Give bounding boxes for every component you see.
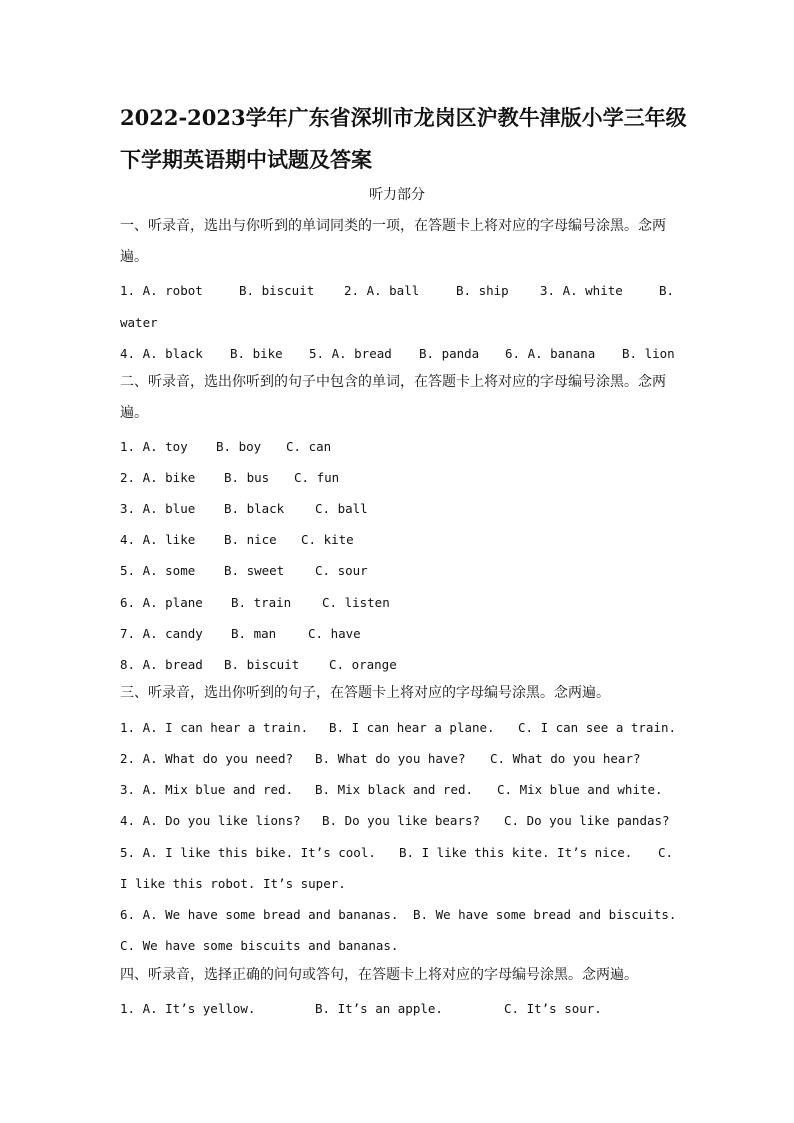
s3-q1-b: B. I can hear a plane. bbox=[329, 720, 495, 735]
s2-q3-a: 3. A. blue bbox=[120, 501, 196, 516]
s4-q1-a: 1. A. It’s yellow. bbox=[120, 1001, 256, 1016]
s2-q6-b: B. train bbox=[231, 595, 292, 610]
section-2-instruction-cont: 遍。 bbox=[120, 405, 148, 421]
s1-q1-a: 1. A. robot bbox=[120, 283, 203, 298]
section-3-instruction: 三、听录音，选出你听到的句子，在答题卡上将对应的字母编号涂黑。念两遍。 bbox=[120, 685, 610, 701]
s3-q6-c-wrap: C. We have some biscuits and bananas. bbox=[120, 938, 399, 953]
s1-q2-a: 2. A. ball bbox=[344, 283, 420, 298]
s3-q4-b: B. Do you like bears? bbox=[322, 813, 481, 828]
s2-q8-a: 8. A. bread bbox=[120, 657, 203, 672]
s2-q2-b: B. bus bbox=[224, 470, 270, 485]
s2-q3-c: C. ball bbox=[315, 501, 368, 516]
page-title-line-2: 下学期英语期中试题及答案 bbox=[120, 147, 372, 172]
s3-q2-c: C. What do you hear? bbox=[490, 751, 641, 766]
s3-q2-b: B. What do you have? bbox=[315, 751, 466, 766]
s2-q4-a: 4. A. like bbox=[120, 532, 196, 547]
page-title-line-1: 2022-2023学年广东省深圳市龙岗区沪教牛津版小学三年级 bbox=[120, 105, 687, 130]
s2-q5-c: C. sour bbox=[315, 563, 368, 578]
s1-q4-b: B. bike bbox=[230, 346, 283, 361]
s2-q2-a: 2. A. bike bbox=[120, 470, 196, 485]
s3-q6-b: B. We have some bread and biscuits. bbox=[413, 907, 677, 922]
s2-q4-b: B. nice bbox=[224, 532, 277, 547]
s1-q5-a: 5. A. bread bbox=[309, 346, 392, 361]
s3-q1-c: C. I can see a train. bbox=[518, 720, 677, 735]
s1-q3-b-wrap: water bbox=[120, 315, 158, 330]
s2-q3-b: B. black bbox=[224, 501, 285, 516]
s1-q2-b: B. ship bbox=[456, 283, 509, 298]
section-2-instruction: 二、听录音，选出你听到的句子中包含的单词，在答题卡上将对应的字母编号涂黑。念两 bbox=[120, 374, 666, 390]
s2-q5-a: 5. A. some bbox=[120, 563, 196, 578]
s1-q5-b: B. panda bbox=[419, 346, 480, 361]
s2-q1-b: B. boy bbox=[216, 439, 262, 454]
s3-q5-b: B. I like this kite. It’s nice. bbox=[399, 845, 633, 860]
s2-q7-c: C. have bbox=[308, 626, 361, 641]
s2-q8-b: B. biscuit bbox=[224, 657, 300, 672]
s2-q1-c: C. can bbox=[286, 439, 332, 454]
s3-q5-c-wrap: I like this robot. It’s super. bbox=[120, 876, 346, 891]
s1-q3-a: 3. A. white bbox=[540, 283, 623, 298]
s1-q6-a: 6. A. banana bbox=[505, 346, 596, 361]
s2-q7-a: 7. A. candy bbox=[120, 626, 203, 641]
s3-q3-b: B. Mix black and red. bbox=[315, 782, 474, 797]
s1-q4-a: 4. A. black bbox=[120, 346, 203, 361]
s4-q1-b: B. It’s an apple. bbox=[315, 1001, 443, 1016]
s2-q5-b: B. sweet bbox=[224, 563, 285, 578]
s1-q1-b: B. biscuit bbox=[239, 283, 315, 298]
s3-q3-c: C. Mix blue and white. bbox=[497, 782, 663, 797]
s3-q4-a: 4. A. Do you like lions? bbox=[120, 813, 301, 828]
s1-q6-b: B. lion bbox=[622, 346, 675, 361]
s2-q4-c: C. kite bbox=[301, 532, 354, 547]
s2-q1-a: 1. A. toy bbox=[120, 439, 188, 454]
s3-q3-a: 3. A. Mix blue and red. bbox=[120, 782, 294, 797]
s2-q8-c: C. orange bbox=[329, 657, 397, 672]
s3-q5-c: C. bbox=[658, 845, 674, 860]
s2-q6-a: 6. A. plane bbox=[120, 595, 203, 610]
section-4-instruction: 四、听录音，选择正确的问句或答句，在答题卡上将对应的字母编号涂黑。念两遍。 bbox=[120, 967, 638, 983]
s1-q3-b: B. bbox=[659, 283, 675, 298]
s3-q1-a: 1. A. I can hear a train. bbox=[120, 720, 309, 735]
s3-q5-a: 5. A. I like this bike. It’s cool. bbox=[120, 845, 376, 860]
s3-q6-a: 6. A. We have some bread and bananas. bbox=[120, 907, 399, 922]
part-label: 听力部分 bbox=[369, 187, 425, 203]
section-1-instruction: 一、听录音，选出与你听到的单词同类的一项，在答题卡上将对应的字母编号涂黑。念两 bbox=[120, 218, 666, 234]
s3-q4-c: C. Do you like pandas? bbox=[504, 813, 670, 828]
s2-q7-b: B. man bbox=[231, 626, 277, 641]
s3-q2-a: 2. A. What do you need? bbox=[120, 751, 294, 766]
s2-q6-c: C. listen bbox=[322, 595, 390, 610]
section-1-instruction-cont: 遍。 bbox=[120, 249, 148, 265]
s4-q1-c: C. It’s sour. bbox=[504, 1001, 602, 1016]
s2-q2-c: C. fun bbox=[294, 470, 340, 485]
